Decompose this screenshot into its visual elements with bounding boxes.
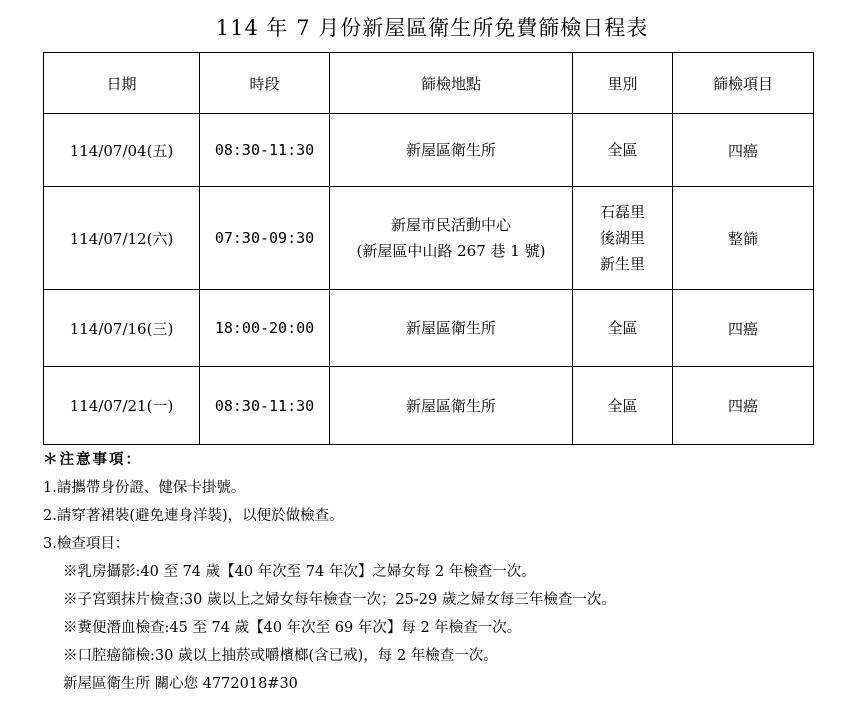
time-cell: 08:30-11:30 [200, 114, 330, 187]
location-line: 新屋區衛生所 [405, 319, 496, 337]
village-cell [573, 114, 673, 187]
note-sub-item: ※子宮頸抹片檢查:30 歲以上之婦女每年檢查一次；25-29 歲之婦女每三年檢查一次。 [63, 592, 616, 608]
notes-footer: 新屋區衛生所 關心您 4772018#30 [63, 676, 298, 692]
village-line: 石磊里 [599, 203, 645, 221]
location-cell [330, 114, 573, 187]
location-cell [330, 290, 573, 367]
note-sub-item: ※口腔癌篩檢:30 歲以上抽菸或嚼檳榔(含已戒)，每 2 年檢查一次。 [63, 648, 498, 664]
date-cell: 114/07/16(三) [44, 290, 200, 367]
time-cell: 07:30-09:30 [200, 187, 330, 290]
location-cell [330, 367, 573, 445]
header-date: 日期 [44, 53, 200, 114]
header-location: 篩檢地點 [330, 53, 573, 114]
page-title: 114 年 7 月份新屋區衛生所免費篩檢日程表 [215, 16, 649, 40]
village-cell [573, 187, 673, 290]
item-cell: 四癌 [673, 114, 814, 187]
village-line: 新生里 [599, 255, 645, 273]
note-item: 1.請攜帶身份證、健保卡掛號。 [43, 480, 246, 496]
village-cell [573, 290, 673, 367]
table-row [44, 290, 814, 367]
table-header-row [44, 53, 814, 114]
village-line: 後湖里 [599, 229, 645, 247]
village-line: 全區 [607, 396, 638, 415]
item-cell: 四癌 [673, 290, 814, 367]
date-cell: 114/07/12(六) [44, 187, 200, 290]
time-cell: 18:00-20:00 [200, 290, 330, 367]
village-line: 全區 [607, 141, 638, 159]
note-sub-item: ※乳房攝影:40 至 74 歲【40 年次至 74 年次】之婦女每 2 年檢查一次。 [63, 564, 536, 580]
table-row [44, 114, 814, 187]
table-row [44, 187, 814, 290]
note-sub-item: ※糞便潛血檢查:45 至 74 歲【40 年次至 69 年次】每 2 年檢查一次。 [63, 620, 522, 636]
location-line: 新屋市民活動中心 [390, 216, 511, 234]
header-village: 里別 [573, 53, 673, 114]
header-item: 篩檢項目 [673, 53, 814, 114]
item-cell: 四癌 [673, 367, 814, 445]
header-time: 時段 [200, 53, 330, 114]
item-cell: 整篩 [673, 187, 814, 290]
village-line: 全區 [607, 319, 638, 337]
date-cell: 114/07/04(五) [44, 114, 200, 187]
village-cell [573, 367, 673, 445]
date-cell: 114/07/21(一) [44, 367, 200, 445]
location-line: (新屋區中山路 267 巷 1 號) [356, 242, 546, 260]
location-line: 新屋區衛生所 [405, 396, 496, 415]
note-item: 3.檢查項目： [43, 536, 130, 552]
table-row [44, 367, 814, 445]
notes-section [43, 446, 616, 698]
screening-schedule-table [43, 52, 814, 445]
notes-heading: ＊注意事項： [43, 451, 142, 468]
note-item: 2.請穿著裙裝(避免連身洋裝)，以便於做檢查。 [43, 508, 344, 524]
location-line: 新屋區衛生所 [405, 141, 496, 159]
location-cell [330, 187, 573, 290]
time-cell: 08:30-11:30 [200, 367, 330, 445]
